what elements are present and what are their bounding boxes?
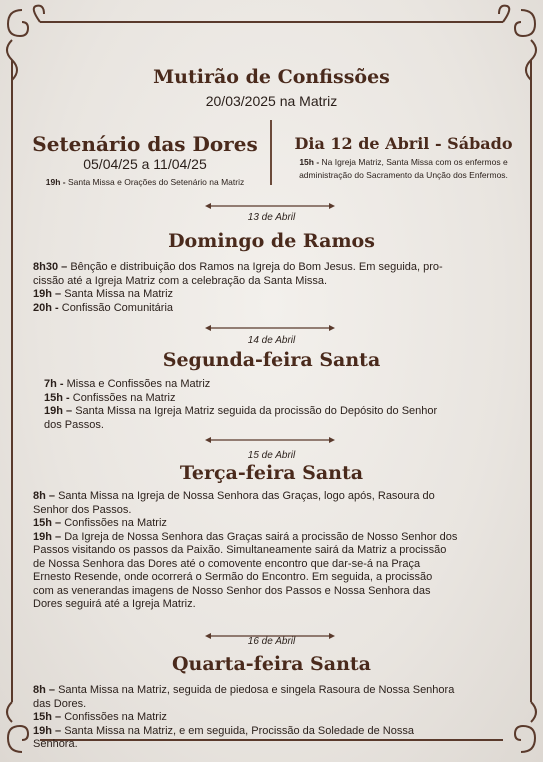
setenario-title: Setenário das Dores — [32, 132, 258, 156]
quarta-line-2 — [33, 711, 519, 725]
setenario-time: 19h - — [45, 177, 66, 187]
terca-text-3: Da Igreja de Nossa Senhora das Graças sairá a procissão de Nosso Senhor dos — [64, 530, 458, 543]
ramos-body — [33, 261, 519, 315]
vertical-divider — [270, 120, 272, 185]
quarta-time-1: 8h – — [33, 684, 56, 696]
terca-text-3e: com as venerandas imagens de Nosso Senhor dos Passos e Nossa Senhora das — [33, 584, 431, 597]
segunda-date: 14 de Abril — [247, 335, 296, 346]
ramos-text-3: Confissão Comunitária — [61, 301, 174, 314]
quarta-time-3: 19h – — [33, 724, 62, 737]
ramos-time-3: 20h - — [33, 301, 59, 314]
page-title: Mutirão de Confissões — [153, 66, 390, 88]
terca-text-3b: Passos visitando os passos da Paixão. Simultaneamente sairá da Matriz a procissão — [33, 544, 447, 556]
terca-text-1b: Senhor dos Passos. — [33, 503, 132, 516]
ramos-time-2: 19h – — [33, 288, 62, 300]
segunda-text-3: Santa Missa na Igreja Matriz seguida da procissão do Depósito do Senhor — [75, 405, 438, 417]
dia12-time: 15h - — [299, 157, 320, 167]
quarta-date: 16 de Abril — [247, 636, 296, 647]
ramos-date: 13 de Abril — [247, 212, 296, 223]
setenario-section — [26, 133, 264, 189]
segunda-title: Segunda-feira Santa — [162, 349, 381, 371]
ornament-divider — [205, 435, 335, 445]
terca-date: 15 de Abril — [247, 450, 296, 461]
terca-time-1: 8h – — [33, 490, 56, 502]
dia12-text: Na Igreja Matriz, Santa Missa com os enfermos e — [321, 157, 508, 167]
segunda-text-1: Missa e Confissões na Matriz — [66, 378, 211, 390]
segunda-text-2: Confissões na Matriz — [72, 391, 176, 404]
segunda-body — [44, 378, 520, 432]
quarta-line-3 — [33, 725, 519, 739]
ramos-text-1: Bênção e distribuição dos Ramos na Igreja do Bom Jesus. Em seguida, pro- — [70, 261, 443, 273]
quarta-time-2: 15h – — [33, 711, 62, 723]
dia12-title: Dia 12 de Abril - Sábado — [294, 134, 513, 153]
segunda-text-3b: dos Passos. — [44, 418, 104, 431]
ornament-divider — [205, 323, 335, 333]
quarta-body — [33, 684, 519, 752]
terca-text-2: Confissões na Matriz — [64, 517, 167, 529]
terca-time-2: 15h – — [33, 517, 62, 529]
segunda-line-2 — [44, 392, 520, 406]
terca-line-3 — [33, 531, 519, 545]
dia12-line — [276, 156, 531, 169]
terca-text-3c: de Nossa Senhora das Dores até o comovente encontro que dar-se-á na Praça — [33, 557, 421, 570]
terca-line-1 — [33, 490, 519, 504]
ramos-time-1: 8h30 – — [33, 261, 68, 273]
page-subtitle: 20/03/2025 na Matriz — [205, 93, 338, 109]
segunda-time-1: 7h - — [44, 378, 64, 390]
terca-text-3f: Dores seguirá até a Igreja Matriz. — [33, 598, 196, 610]
quarta-text-3b: Senhora. — [33, 738, 78, 750]
terca-body — [33, 490, 519, 612]
segunda-line-1 — [44, 378, 520, 392]
quarta-text-3: Santa Missa na Matriz, e em seguida, Procissão da Soledade de Nossa — [64, 724, 414, 737]
segunda-time-2: 15h - — [44, 391, 70, 404]
ramos-text-1b: cissão até a Igreja Matriz com a celebração da Santa Missa. — [33, 274, 328, 287]
segunda-line-3 — [44, 405, 520, 419]
setenario-line — [26, 176, 264, 189]
terca-text-1: Santa Missa na Igreja de Nossa Senhora das Graças, logo após, Rasoura do — [58, 490, 435, 502]
ramos-line-3 — [33, 302, 519, 316]
segunda-time-3: 19h – — [44, 405, 73, 417]
dia12-text2: administração do Sacramento da Unção dos Enfermos. — [299, 170, 508, 180]
ramos-text-2: Santa Missa na Matriz — [64, 288, 174, 300]
quarta-title: Quarta-feira Santa — [171, 653, 371, 675]
setenario-text: Santa Missa e Orações do Setenário na Matriz — [67, 177, 245, 187]
quarta-line-1 — [33, 684, 519, 698]
ramos-title: Domingo de Ramos — [168, 230, 375, 252]
terca-line-2 — [33, 517, 519, 531]
setenario-dates: 05/04/25 a 11/04/25 — [83, 156, 207, 172]
ornament-divider — [205, 201, 335, 211]
quarta-text-1: Santa Missa na Matriz, seguida de piedosa e singela Rasoura de Nossa Senhora — [58, 684, 455, 696]
dia12-section — [276, 133, 531, 182]
terca-time-3: 19h – — [33, 530, 62, 543]
terca-title: Terça-feira Santa — [179, 462, 364, 484]
terca-text-3d: Ernesto Resende, onde ocorrerá o Sermão do Encontro. Em seguida, a procissão — [33, 571, 433, 583]
quarta-text-1b: das Dores. — [33, 697, 87, 710]
quarta-text-2: Confissões na Matriz — [64, 711, 167, 723]
ramos-line-2 — [33, 288, 519, 302]
ramos-line-1 — [33, 261, 519, 275]
